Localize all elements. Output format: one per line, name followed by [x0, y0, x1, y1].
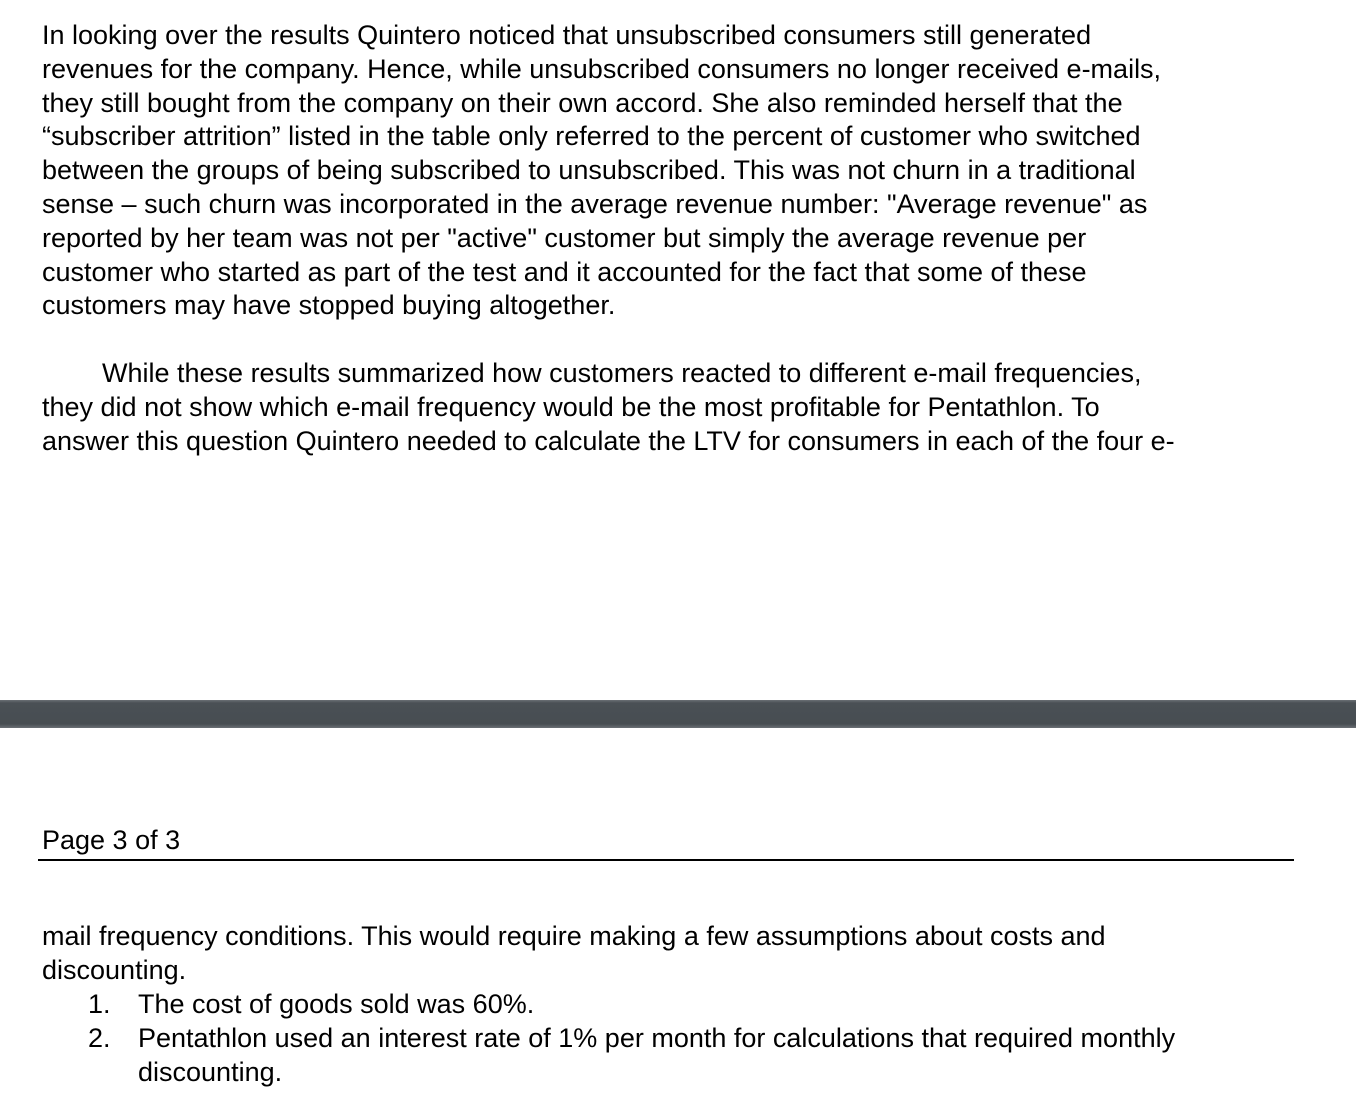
paragraph-unsubscribed-revenue [42, 19, 1342, 323]
paragraph-ltv-question [42, 357, 1342, 458]
text-line: answer this question Quintero needed to calculate the LTV for consumers in each of the four e- [42, 425, 1175, 456]
text-line: discounting. [42, 954, 187, 985]
text-line: “subscriber attrition” listed in the table only referred to the percent of customer who switched [42, 121, 1141, 152]
list-item [88, 988, 1328, 1022]
list-number: 2. [88, 1022, 111, 1053]
text-line: sense – such churn was incorporated in the average revenue number: "Average revenue" as [42, 188, 1148, 219]
assumptions-list [88, 988, 1328, 1089]
text-line: customers may have stopped buying altogether. [42, 290, 616, 321]
footer-rule [38, 859, 1294, 861]
text-line: In looking over the results Quintero noticed that unsubscribed consumers still generated [42, 20, 1092, 50]
list-number: 1. [88, 989, 111, 1019]
text-line: reported by her team was not per "active" customer but simply the average revenue per [42, 222, 1087, 253]
text-line: they did not show which e-mail frequency would be the most profitable for Pentathlon. To [42, 391, 1100, 422]
text-line: they still bought from the company on their own accord. She also reminded herself that the [42, 87, 1123, 118]
paragraph-assumptions-intro [42, 920, 1342, 988]
text-line: between the groups of being subscribed to unsubscribed. This was not churn in a traditional [42, 155, 1136, 186]
text-line: mail frequency conditions. This would require making a few assumptions about costs and [42, 921, 1106, 951]
text-line: While these results summarized how customers reacted to different e-mail frequencies, [102, 358, 1142, 388]
page-break-divider [0, 700, 1356, 728]
page-number-label: Page 3 of 3 [42, 825, 181, 855]
text-line: The cost of goods sold was 60%. [138, 989, 535, 1019]
text-line: discounting. [138, 1056, 283, 1087]
list-item [88, 1022, 1328, 1090]
text-line: revenues for the company. Hence, while unsubscribed consumers no longer received e-mails, [42, 53, 1162, 84]
text-line: customer who started as part of the test and it accounted for the fact that some of these [42, 256, 1087, 287]
text-line: Pentathlon used an interest rate of 1% per month for calculations that required monthly [138, 1022, 1176, 1053]
